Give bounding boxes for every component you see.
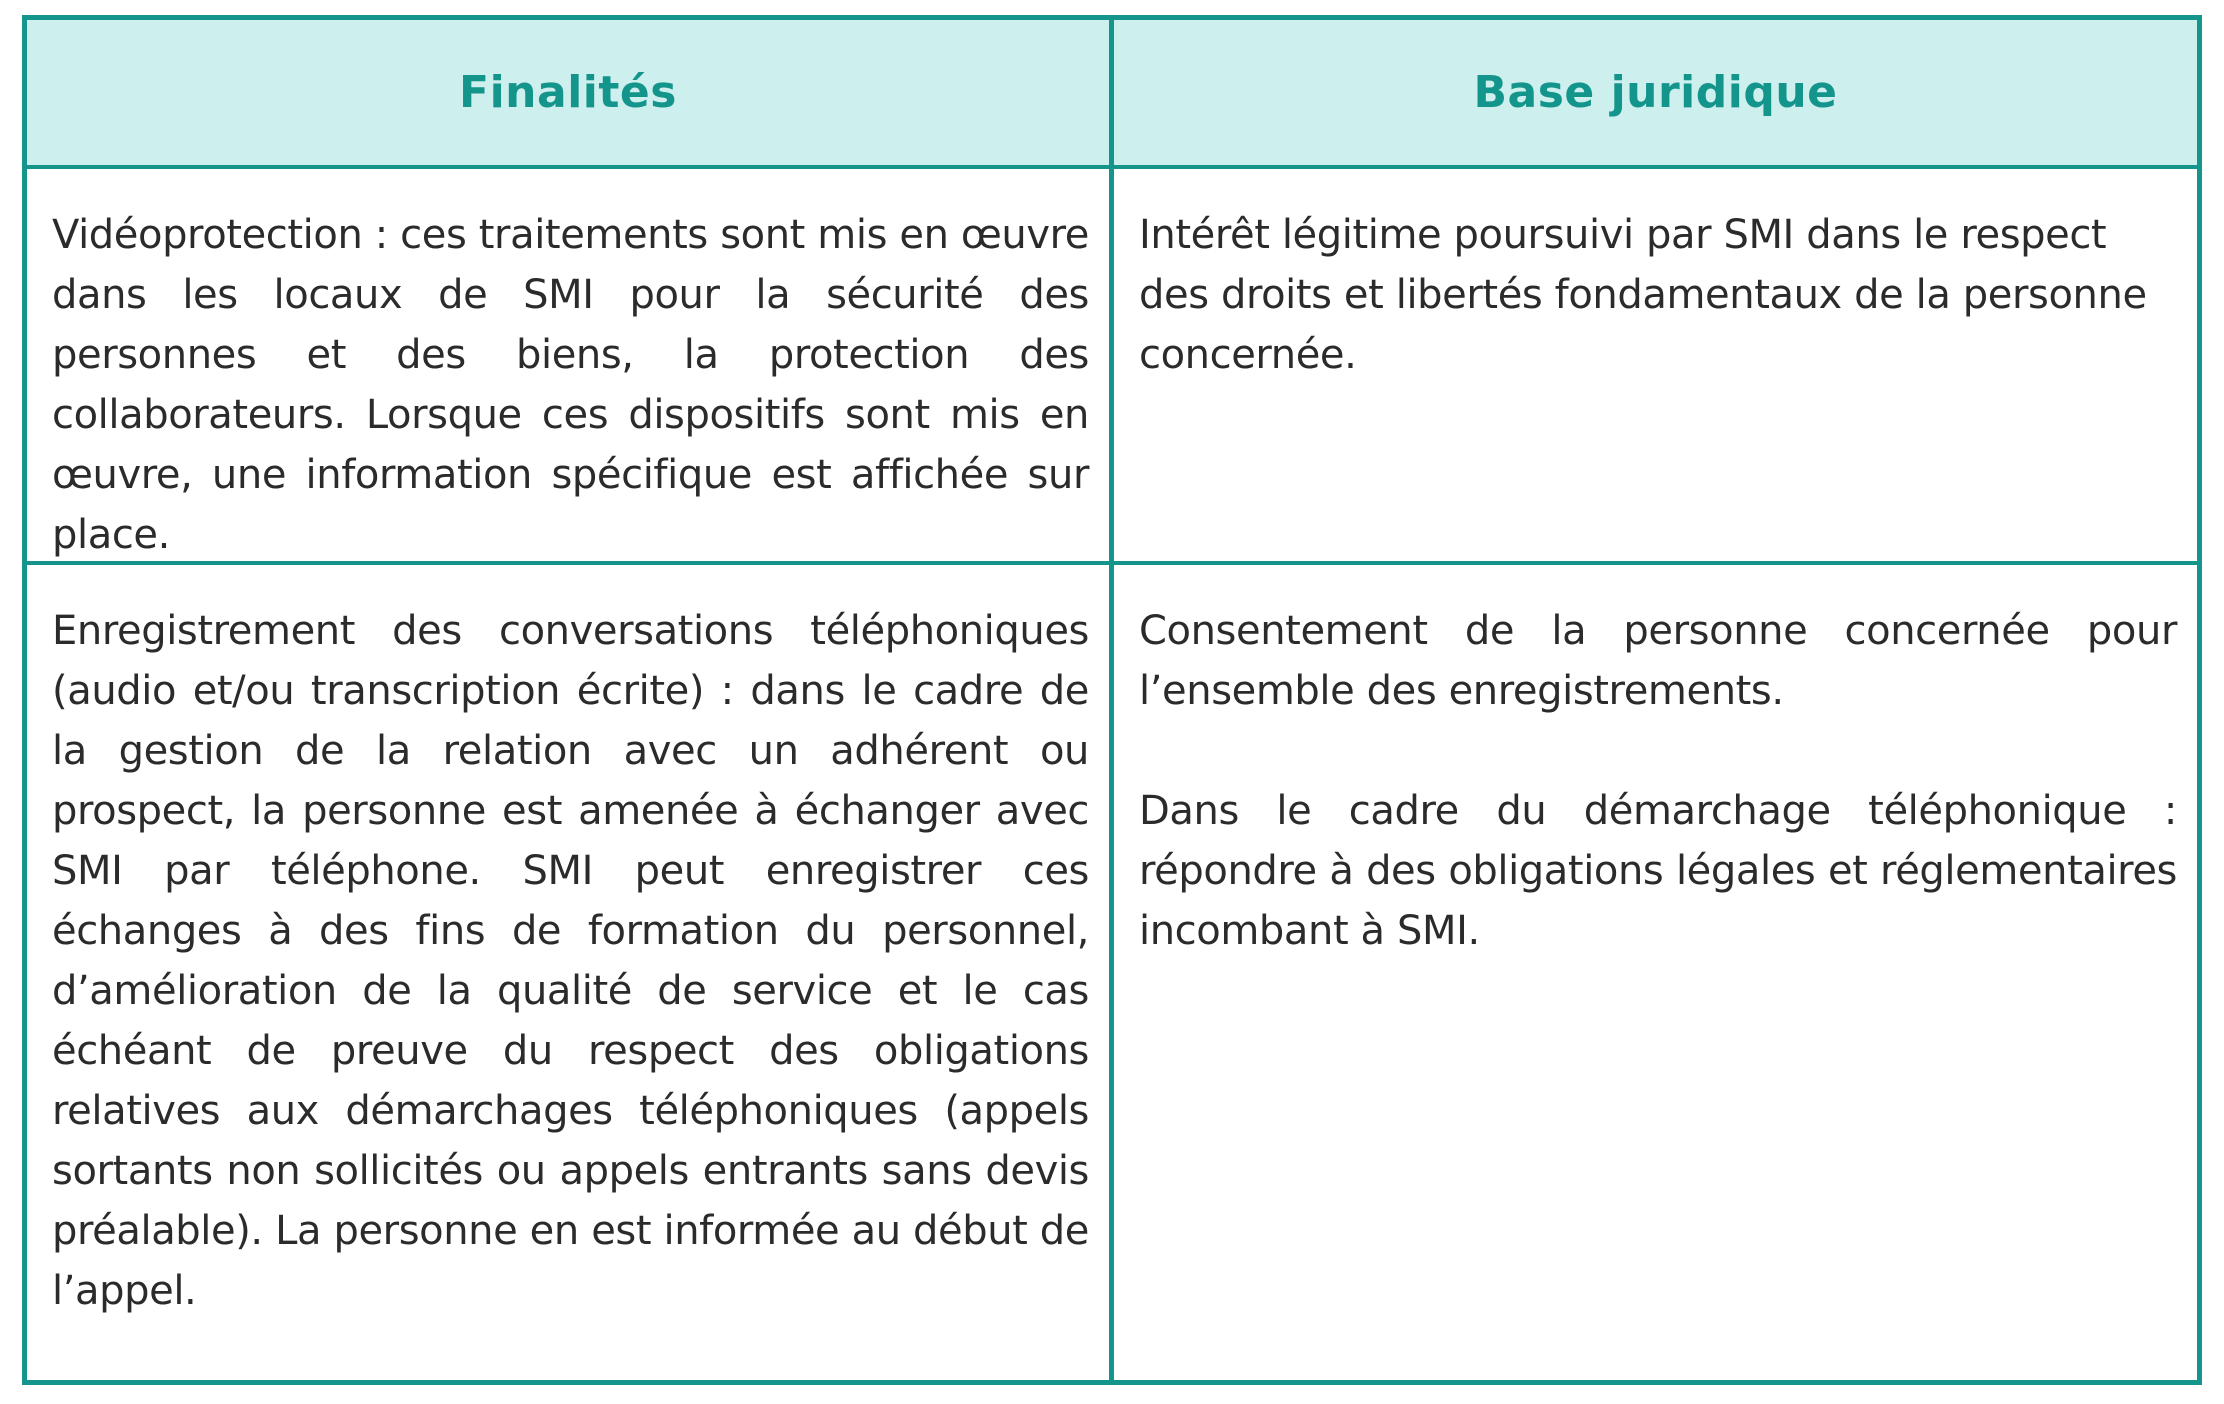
purposes-legal-basis-table [22, 15, 2202, 1385]
videoprotection-purpose-text: Vidéoprotection : ces traitements sont mis en œuvre dans les locaux de SMI pour la sécurité des personnes et des biens, la protection des collaborateurs. Lorsque ces dispositifs sont mis en œuvre, une information spécifique est affichée sur place. [52, 212, 1089, 558]
videoprotection-legal-basis-text: Intérêt légitime poursuivi par SMI dans le respect des droits et libertés fondamentaux de la personne concernée. [1139, 212, 2147, 378]
row-call-recording-purpose-cell [27, 565, 1114, 1380]
header-legal-basis: Base juridique [1473, 67, 1838, 118]
row-videoprotection-purpose-cell [27, 169, 1114, 565]
header-cell-legal-basis [1114, 20, 2197, 169]
call-recording-legal-basis-obligations: Dans le cadre du démarchage téléphonique : répondre à des obligations légales et réglementaires incombant à SMI. [1139, 788, 2177, 954]
call-recording-legal-basis-consent: Consentement de la personne concernée pour l’ensemble des enregistrements. [1139, 608, 2177, 714]
row-call-recording-legal-basis-cell [1114, 565, 2197, 1380]
call-recording-purpose-text: Enregistrement des conversations téléphoniques (audio et/ou transcription écrite) : dans le cadre de la gestion de la relation avec un adhérent ou prospect, la personne est amenée à échanger avec SMI par téléphone. SMI peut enregistrer ces échanges à des fins de formation du personnel, d’amélioration de la qualité de service et le cas échéant de preuve du respect des obligations relatives aux démarchages téléphoniques (appels sortants non sollicités ou appels entrants sans devis préalable). La personne en est informée au début de l’appel. [52, 608, 1089, 1314]
row-videoprotection-legal-basis-cell [1114, 169, 2197, 565]
header-purposes: Finalités [459, 67, 677, 118]
header-cell-purposes [27, 20, 1114, 169]
